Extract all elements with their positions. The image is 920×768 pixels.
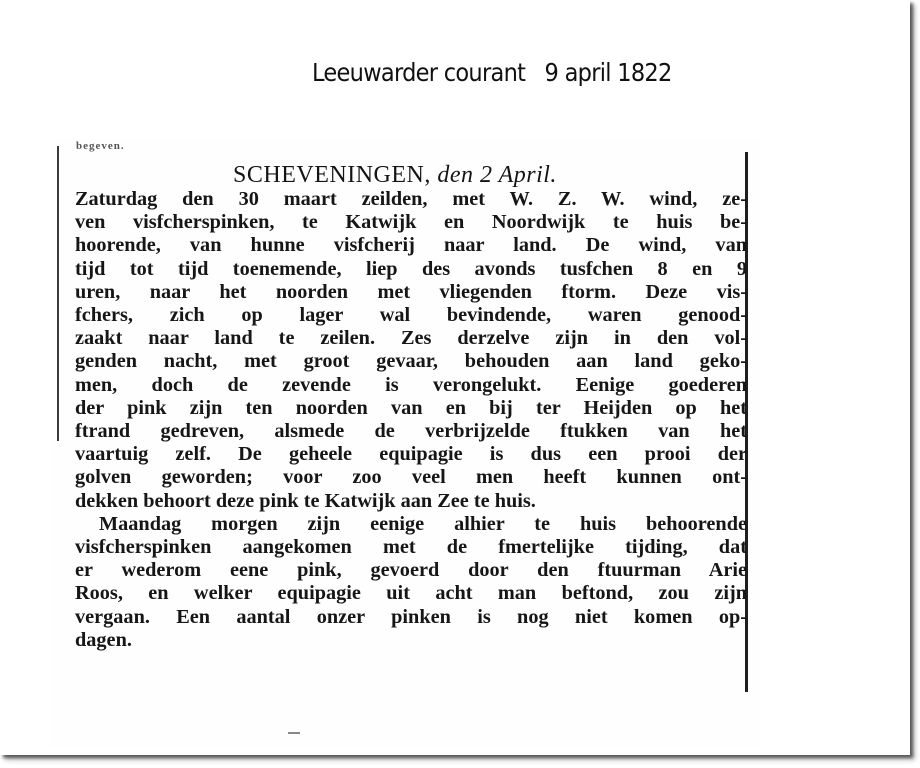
text-line: vergaan. Een aantal onzer pinken is nog niet komen op- [75,605,747,628]
text-line: dekken behoort deze pink te Katwijk aan Zee te huis. [75,489,536,512]
text-line: zaakt naar land te zeilen. Zes derzelve zijn in den vol- [75,327,747,350]
text-line: visfcherspinken aangekomen met de fmertelijke tijding, dat [75,536,747,559]
article-headline [50,162,740,189]
text-line: golven geworden; voor zoo veel men heeft kunnen ont- [75,466,747,489]
text-line: Zaturdag den 30 maart zeilden, met W. Z. W. wind, ze- [75,188,747,210]
text-line: uren, naar het noorden met vliegenden ftorm. Deze vis- [75,280,747,303]
publication-date: 9 april 1822 [544,58,672,87]
headline-dateline: den 2 April. [437,162,557,188]
column-rule-left [57,146,59,441]
text-line: genden nacht, met groot gevaar, behouden aan land geko- [75,350,747,373]
newspaper-name: Leeuwarder courant [312,58,526,87]
text-line: Roos, en welker equipagie uit acht man beftond, zou zijn [75,582,747,605]
text-line: tijd tot tijd toenemende, liep des avonds tusfchen 8 en 9 [75,257,747,280]
text-line: vaartuig zelf. De geheele equipagie is dus een prooi der [75,443,747,466]
source-caption [312,58,672,87]
text-line: der pink zijn ten noorden van en bij ter Heijden op het [75,396,747,419]
text-line: ven visfcherspinken, te Katwijk en Noordwijk te huis be- [75,211,747,234]
end-of-article-dash [288,732,300,734]
text-line: Maandag morgen zijn eenige alhier te huis behoorende [99,512,747,535]
cut-off-previous-line: begeven. [76,140,125,152]
text-line: fchers, zich op lager wal bevindende, waren genood- [75,304,747,327]
text-line: ftrand gedreven, alsmede de verbrijzelde ftukken van het [75,420,747,443]
article-body [75,188,747,652]
text-line: dagen. [75,628,132,651]
text-line: er wederom eene pink, gevoerd door den ftuurman Arie [75,559,747,582]
headline-place: SCHEVENINGEN, [233,162,431,188]
newspaper-clipping [50,138,760,748]
text-line: hoorende, van hunne visfcherij naar land. De wind, van [75,234,747,257]
text-line: men, doch de zevende is verongelukt. Eenige goederen [75,373,747,396]
